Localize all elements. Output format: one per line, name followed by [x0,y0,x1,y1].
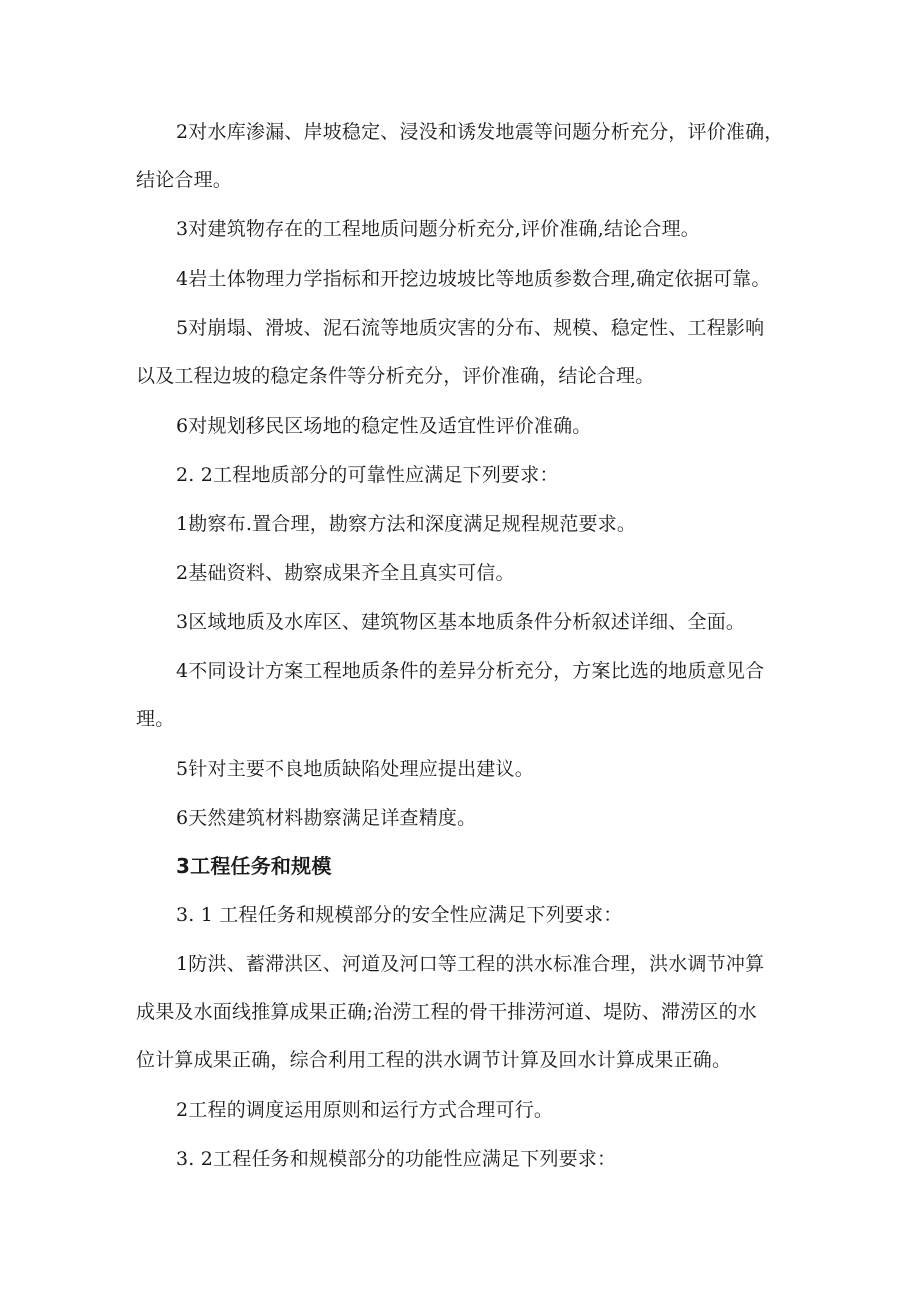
section-subheading: 3. 1 工程任务和规模部分的安全性应满足下列要求： [176,904,623,926]
paragraph-line: 6天然建筑材料勘察满足详查精度。 [176,807,477,829]
paragraph-line: 成果及水面线推算成果正确;治涝工程的骨干排涝河道、堤防、滞涝区的水 [136,1001,758,1023]
paragraph-line: 2工程的调度运用原则和运行方式合理可行。 [176,1099,554,1121]
paragraph-line: 3区域地质及水库区、建筑物区基本地质条件分析叙述详细、全面。 [176,611,746,633]
paragraph-line: 1防洪、蓄滞洪区、河道及河口等工程的洪水标准合理，洪水调节冲算 [176,953,765,975]
paragraph-line: 位计算成果正确，综合利用工程的洪水调节计算及回水计算成果正确。 [136,1049,732,1071]
section-heading: 3工程任务和规模 [176,854,332,878]
paragraph-line: 6对规划移民区场地的稳定性及适宜性评价准确。 [176,415,592,437]
paragraph-line: 5针对主要不良地质缺陷处理应提出建议。 [176,758,534,780]
paragraph-line: 2对水库渗漏、岸坡稳定、浸没和诱发地震等问题分析充分，评价准确， [176,121,784,143]
paragraph-line: 3对建筑物存在的工程地质问题分析充分,评价准确,结论合理。 [176,218,700,240]
paragraph-line: 4不同设计方案工程地质条件的差异分析充分，方案比选的地质意见合 [176,660,765,682]
paragraph-line: 5对崩塌、滑坡、泥石流等地质灾害的分布、规模、稳定性、工程影响 [176,317,765,339]
paragraph-line: 4岩土体物理力学指标和开挖边坡坡比等地质参数合理,确定依据可靠。 [176,268,771,290]
paragraph-line: 1勘察布.置合理，勘察方法和深度满足规程规范要求。 [176,513,637,535]
paragraph-line: 结论合理。 [136,169,233,191]
paragraph-line: 理。 [136,708,175,730]
paragraph-line: 以及工程边坡的稳定条件等分析充分，评价准确，结论合理。 [136,365,655,387]
paragraph-line: 2基础资料、勘察成果齐全且真实可信。 [176,562,515,584]
section-subheading: 2. 2工程地质部分的可靠性应满足下列要求： [176,464,559,486]
section-subheading: 3. 2工程任务和规模部分的功能性应满足下列要求： [176,1148,617,1170]
